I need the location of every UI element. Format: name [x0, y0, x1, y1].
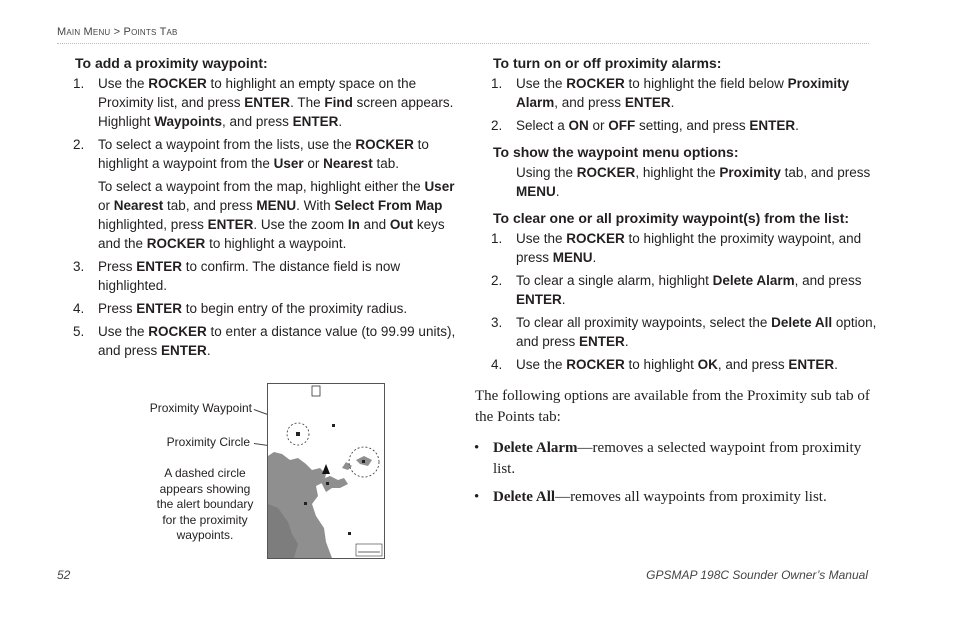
toggle-alarms-steps [493, 74, 878, 135]
key-term: MENU [256, 198, 297, 213]
key-term: ROCKER [355, 137, 414, 152]
step-extra-text [98, 177, 460, 253]
text-segment: Press [98, 301, 137, 316]
key-term: ENTER [292, 114, 339, 129]
step-text [516, 116, 878, 135]
text-segment: to enter a distance value (to 99.99 units), and press [98, 324, 456, 358]
page-number: 52 [57, 568, 71, 582]
bullet-icon: • [474, 489, 480, 505]
text-segment: option, and press [516, 315, 877, 349]
option-item [474, 487, 878, 508]
key-term: ENTER [749, 118, 796, 133]
step-item [75, 299, 460, 318]
key-term: ROCKER [566, 231, 625, 246]
right-column [474, 54, 878, 515]
key-term: ROCKER [148, 76, 207, 91]
menu-options-text [493, 163, 878, 201]
breadcrumb: Main Menu > Points Tab [57, 26, 178, 38]
key-term: ENTER [624, 95, 671, 110]
text-segment: . With [296, 198, 335, 213]
text-segment: . [555, 184, 560, 199]
text-segment: Press [98, 259, 137, 274]
text-segment: and [359, 217, 390, 232]
step-number: 2. [491, 118, 503, 133]
step-item [75, 322, 460, 360]
text-segment: to highlight [624, 357, 698, 372]
text-segment: to highlight a waypoint from the [98, 137, 429, 171]
text-segment: to highlight a waypoint. [205, 236, 347, 251]
option-description: —removes all waypoints from proximity list. [555, 489, 827, 505]
options-intro: The following options are available from the Proximity sub tab of the Points tab: [475, 388, 870, 425]
clear-proximity-section [493, 209, 878, 374]
key-term: ENTER [136, 259, 183, 274]
key-term: ROCKER [566, 76, 625, 91]
key-term: Nearest [323, 156, 373, 171]
text-segment: tab, and press [780, 165, 871, 180]
key-term: User [273, 156, 304, 171]
text-segment: To select a waypoint from the lists, use the [98, 137, 356, 152]
key-term: Proximity Alarm [516, 76, 850, 110]
key-term: ENTER [788, 357, 835, 372]
text-segment: setting, and press [635, 118, 750, 133]
option-item [474, 438, 878, 480]
key-term: ROCKER [576, 165, 636, 180]
text-segment: . [834, 357, 838, 372]
key-term: Find [324, 95, 353, 110]
key-term: Waypoints [154, 114, 223, 129]
text-segment: or [303, 156, 324, 171]
step-number: 4. [491, 357, 503, 372]
text-segment: Using the [516, 165, 577, 180]
text-segment: . Use the zoom [253, 217, 348, 232]
key-term: User [424, 179, 455, 194]
text-segment: . The [290, 95, 325, 110]
text-segment: To clear a single alarm, highlight [516, 273, 713, 288]
figure-note: A dashed circle appears showing the alert boundary for the proximity waypoints. [156, 466, 254, 542]
label-proximity-waypoint: Proximity Waypoint [149, 401, 252, 415]
key-term: ROCKER [146, 236, 206, 251]
header-rule [57, 43, 869, 44]
toggle-alarms-section [493, 54, 878, 135]
step-text [516, 74, 878, 112]
step-text [98, 299, 460, 318]
text-segment: . [670, 95, 675, 110]
step-text [516, 229, 878, 267]
text-segment: , and press [794, 273, 862, 288]
text-segment: Use the [516, 76, 567, 91]
toggle-alarms-heading: To turn on or off proximity alarms: [493, 55, 722, 71]
text-segment: . [624, 334, 629, 349]
option-term: Delete All [493, 489, 556, 505]
text-segment: tab, and press [163, 198, 257, 213]
key-term: ENTER [207, 217, 254, 232]
step-number: 3. [73, 259, 85, 274]
bullet-icon: • [474, 440, 480, 456]
text-segment: Select a [516, 118, 569, 133]
step-number: 5. [73, 324, 85, 339]
key-term: Proximity [719, 165, 781, 180]
map-image [268, 384, 384, 558]
text-segment: . [592, 250, 597, 265]
text-segment: or [98, 198, 114, 213]
text-segment: Use the [516, 357, 567, 372]
menu-options-section [493, 143, 878, 201]
add-proximity-section [75, 54, 460, 360]
key-term: Select From Map [334, 198, 443, 213]
gps-map-screenshot [267, 383, 385, 559]
option-description: —removes a selected waypoint from proximity list. [493, 440, 862, 477]
manual-title: GPSMAP 198C Sounder Owner’s Manual [646, 568, 868, 582]
key-term: ENTER [136, 301, 183, 316]
text-segment: to highlight the field below [624, 76, 788, 91]
step-text [516, 355, 878, 374]
option-term: Delete Alarm [493, 440, 578, 456]
text-segment: , highlight the [635, 165, 720, 180]
text-segment: to highlight the proximity waypoint, and press [516, 231, 862, 265]
key-term: ROCKER [566, 357, 625, 372]
step-text [516, 271, 878, 309]
text-segment: tab. [372, 156, 399, 171]
step-item [493, 229, 878, 267]
key-term: Delete Alarm [712, 273, 795, 288]
step-item [75, 135, 460, 253]
key-term: MENU [516, 184, 556, 199]
key-term: ON [568, 118, 589, 133]
key-term: Out [389, 217, 414, 232]
clear-proximity-heading: To clear one or all proximity waypoint(s) from the list: [493, 210, 850, 226]
text-segment: . [795, 118, 799, 133]
key-term: In [347, 217, 360, 232]
text-segment: . [206, 343, 211, 358]
text-segment: to highlight an empty space on the Proximity list, and press [98, 76, 417, 110]
step-number: 2. [73, 137, 85, 152]
step-number: 3. [491, 315, 503, 330]
text-segment: Use the [98, 76, 149, 91]
text-segment: screen appears. Highlight [98, 95, 454, 129]
add-proximity-heading: To add a proximity waypoint: [75, 55, 268, 71]
step-item [493, 74, 878, 112]
step-text [98, 74, 460, 131]
key-term: ROCKER [148, 324, 207, 339]
step-number: 1. [491, 76, 503, 91]
text-segment: to confirm. The distance field is now highlighted. [98, 259, 401, 293]
step-text [98, 135, 460, 173]
options-list [476, 438, 878, 508]
text-segment: . [338, 114, 343, 129]
text-segment: To select a waypoint from the map, highlight either the [98, 179, 425, 194]
text-segment: to begin entry of the proximity radius. [182, 301, 408, 316]
text-segment: Use the [98, 324, 149, 339]
step-item [493, 271, 878, 309]
key-term: ENTER [161, 343, 207, 358]
left-column [75, 54, 460, 368]
key-term: OFF [608, 118, 636, 133]
step-text [98, 257, 460, 295]
label-proximity-circle: Proximity Circle [166, 435, 250, 449]
text-segment: , and press [554, 95, 625, 110]
text-segment: To clear all proximity waypoints, select the [516, 315, 772, 330]
clear-proximity-steps [493, 229, 878, 374]
text-segment: , and press [222, 114, 293, 129]
step-item [493, 116, 878, 135]
add-proximity-steps [75, 74, 460, 360]
key-term: MENU [552, 250, 593, 265]
text-segment: keys and the [98, 217, 445, 251]
text-segment: . [561, 292, 566, 307]
step-item [493, 313, 878, 351]
key-term: ENTER [579, 334, 625, 349]
step-number: 2. [491, 273, 503, 288]
key-term: Delete All [771, 315, 833, 330]
text-segment: or [588, 118, 609, 133]
step-item [75, 74, 460, 131]
key-term: OK [697, 357, 718, 372]
step-text [98, 322, 460, 360]
key-term: Nearest [113, 198, 164, 213]
step-number: 4. [73, 301, 85, 316]
key-term: ENTER [516, 292, 562, 307]
text-segment: , and press [717, 357, 789, 372]
step-number: 1. [73, 76, 85, 91]
step-text [516, 313, 878, 351]
menu-options-heading: To show the waypoint menu options: [493, 144, 739, 160]
step-item [75, 257, 460, 295]
step-item [493, 355, 878, 374]
key-term: ENTER [244, 95, 291, 110]
text-segment: Use the [516, 231, 567, 246]
text-segment: highlighted, press [98, 217, 208, 232]
step-number: 1. [491, 231, 503, 246]
